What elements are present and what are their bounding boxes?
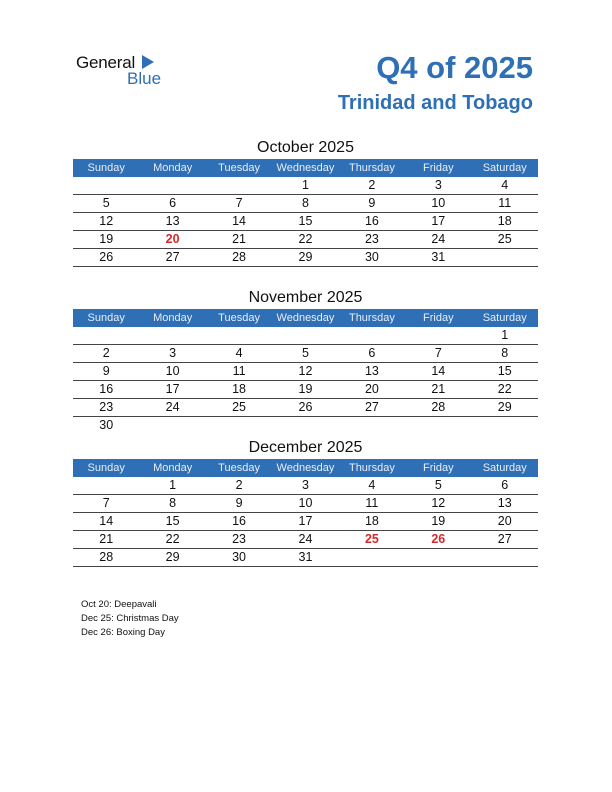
day-cell: 4 [235, 346, 243, 360]
day-cell: 19 [298, 382, 313, 396]
day-cell: 24 [431, 232, 446, 246]
page-title: Q4 of 2025 [376, 50, 533, 85]
day-cell: 2 [235, 478, 243, 492]
weekday-label: Tuesday [218, 462, 260, 474]
day-cell: 15 [165, 514, 180, 528]
day-cell: 11 [232, 364, 246, 378]
day-cell [472, 549, 538, 566]
weekday-label: Saturday [482, 462, 527, 474]
weekday-label: Monday [153, 162, 193, 174]
day-cell: 29 [298, 250, 313, 264]
week-row [73, 231, 538, 249]
day-cell: 7 [235, 196, 243, 210]
weekday-label: Friday [423, 312, 454, 324]
day-cell [139, 417, 205, 434]
day-cell: 14 [232, 214, 246, 228]
day-cell [472, 249, 538, 266]
day-cell: 10 [298, 496, 313, 510]
day-cell: 2 [102, 346, 110, 360]
month-title: November 2025 [248, 289, 363, 306]
day-cell: 9 [368, 196, 376, 210]
day-cell: 29 [165, 550, 180, 564]
day-cell: 28 [431, 400, 446, 414]
weekday-label: Thursday [348, 462, 395, 474]
weekday-label: Sunday [87, 162, 125, 174]
day-cell: 6 [169, 196, 177, 210]
day-cell [339, 327, 405, 344]
day-cell: 4 [368, 478, 376, 492]
weekday-label: Saturday [482, 312, 527, 324]
day-cell: 19 [99, 232, 114, 246]
day-cell [272, 327, 338, 344]
day-cell [206, 177, 272, 194]
day-cell: 14 [431, 364, 446, 378]
day-cell: 25 [232, 400, 246, 414]
logo-general-text: General [76, 53, 136, 72]
day-cell: 16 [364, 214, 379, 228]
week-row [73, 477, 538, 495]
weekday-label: Wednesday [276, 162, 335, 174]
week-row [73, 249, 538, 267]
day-cell: 27 [497, 532, 512, 546]
day-cell [73, 327, 139, 344]
week-row [73, 363, 538, 381]
day-cell: 7 [434, 346, 442, 360]
day-cell: 22 [497, 382, 512, 396]
day-cell: 21 [99, 532, 114, 546]
day-cell: 10 [431, 196, 446, 210]
month-october [73, 137, 538, 267]
week-row [73, 549, 538, 567]
day-cell: 9 [235, 496, 243, 510]
day-cell: 17 [165, 382, 180, 396]
day-cell [139, 327, 205, 344]
day-cell: 12 [431, 496, 446, 510]
day-cell: 26 [99, 250, 114, 264]
brand-logo [76, 53, 176, 87]
day-cell: 30 [232, 550, 246, 564]
day-cell: 24 [298, 532, 313, 546]
day-cell: 11 [498, 196, 512, 210]
day-cell: 3 [169, 346, 177, 360]
day-cell: 7 [102, 496, 110, 510]
day-cell: 15 [298, 214, 313, 228]
week-row [73, 345, 538, 363]
day-cell: 24 [165, 400, 180, 414]
day-cell: 17 [431, 214, 446, 228]
weekday-label: Tuesday [218, 162, 260, 174]
day-cell: 21 [431, 382, 446, 396]
weekday-label: Friday [423, 462, 454, 474]
week-row [73, 195, 538, 213]
week-row [73, 531, 538, 549]
day-cell [405, 327, 471, 344]
day-cell: 31 [431, 250, 446, 264]
day-cell: 8 [169, 496, 177, 510]
day-cell: 26 [298, 400, 313, 414]
day-cell: 25 [364, 532, 379, 546]
weekday-label: Wednesday [276, 312, 335, 324]
week-row [73, 327, 538, 345]
week-row [73, 177, 538, 195]
weekday-label: Monday [153, 462, 193, 474]
day-cell: 26 [431, 532, 446, 546]
day-cell: 30 [364, 250, 379, 264]
day-cell [73, 177, 139, 194]
day-cell: 21 [232, 232, 246, 246]
day-cell: 16 [232, 514, 246, 528]
day-cell: 13 [364, 364, 379, 378]
day-cell [139, 177, 205, 194]
day-cell: 12 [298, 364, 313, 378]
day-cell: 20 [497, 514, 512, 528]
day-cell: 28 [232, 250, 246, 264]
day-cell: 2 [368, 178, 376, 192]
day-cell: 5 [434, 478, 442, 492]
day-cell: 4 [501, 178, 509, 192]
day-cell: 13 [497, 496, 512, 510]
day-cell: 12 [99, 214, 114, 228]
holiday-notes [81, 598, 179, 640]
weekday-header [73, 159, 538, 177]
week-row [73, 495, 538, 513]
weekday-label: Wednesday [276, 462, 335, 474]
day-cell: 23 [364, 232, 379, 246]
weekday-header [73, 459, 538, 477]
day-cell: 18 [497, 214, 512, 228]
day-cell: 11 [365, 496, 379, 510]
day-cell: 1 [501, 328, 509, 342]
day-cell: 8 [501, 346, 509, 360]
day-cell: 3 [302, 478, 309, 492]
holiday-note: Oct 20: Deepavali [81, 599, 157, 610]
holiday-note: Dec 25: Christmas Day [81, 613, 179, 624]
day-cell: 19 [431, 514, 446, 528]
day-cell: 23 [99, 400, 114, 414]
day-cell: 23 [232, 532, 246, 546]
day-cell: 15 [497, 364, 512, 378]
day-cell: 3 [434, 178, 442, 192]
day-cell: 28 [99, 550, 114, 564]
holiday-note: Dec 26: Boxing Day [81, 627, 165, 638]
week-row [73, 513, 538, 531]
day-cell: 5 [102, 196, 110, 210]
day-cell: 5 [302, 346, 309, 360]
week-row [73, 213, 538, 231]
day-cell: 1 [302, 178, 309, 192]
day-cell: 13 [165, 214, 180, 228]
weekday-label: Friday [423, 162, 454, 174]
day-cell: 1 [169, 478, 177, 492]
day-cell: 29 [497, 400, 512, 414]
day-cell: 17 [298, 514, 313, 528]
day-cell: 18 [364, 514, 379, 528]
day-cell: 27 [364, 400, 379, 414]
weekday-label: Sunday [87, 462, 125, 474]
weekday-header [73, 309, 538, 327]
week-row [73, 381, 538, 399]
day-cell [405, 417, 471, 434]
day-cell [472, 417, 538, 434]
month-december [73, 437, 538, 567]
day-cell: 9 [102, 364, 110, 378]
day-cell: 20 [165, 232, 180, 246]
day-cell [339, 549, 405, 566]
day-cell: 18 [232, 382, 246, 396]
day-cell: 31 [298, 550, 313, 564]
weekday-label: Monday [153, 312, 193, 324]
day-cell: 6 [368, 346, 376, 360]
day-cell: 27 [165, 250, 180, 264]
day-cell: 30 [99, 418, 114, 432]
country-subtitle: Trinidad and Tobago [337, 92, 533, 114]
day-cell: 8 [302, 196, 309, 210]
month-november [73, 287, 538, 434]
day-cell: 22 [165, 532, 180, 546]
day-cell: 22 [298, 232, 313, 246]
day-cell: 10 [165, 364, 180, 378]
weekday-label: Tuesday [218, 312, 260, 324]
day-cell [206, 417, 272, 434]
logo-blue-text: Blue [127, 69, 162, 88]
weekday-label: Sunday [87, 312, 125, 324]
day-cell [339, 417, 405, 434]
day-cell: 16 [99, 382, 114, 396]
day-cell [206, 327, 272, 344]
weekday-label: Saturday [482, 162, 527, 174]
week-row [73, 399, 538, 417]
logo-triangle-icon [142, 55, 154, 69]
month-title: December 2025 [248, 439, 363, 456]
day-cell [73, 477, 139, 494]
month-title: October 2025 [257, 139, 354, 156]
week-row [73, 417, 538, 434]
weekday-label: Thursday [348, 312, 395, 324]
day-cell: 25 [497, 232, 512, 246]
day-cell: 6 [501, 478, 509, 492]
weekday-label: Thursday [348, 162, 395, 174]
day-cell [405, 549, 471, 566]
day-cell: 20 [364, 382, 379, 396]
day-cell [272, 417, 338, 434]
day-cell: 14 [99, 514, 114, 528]
